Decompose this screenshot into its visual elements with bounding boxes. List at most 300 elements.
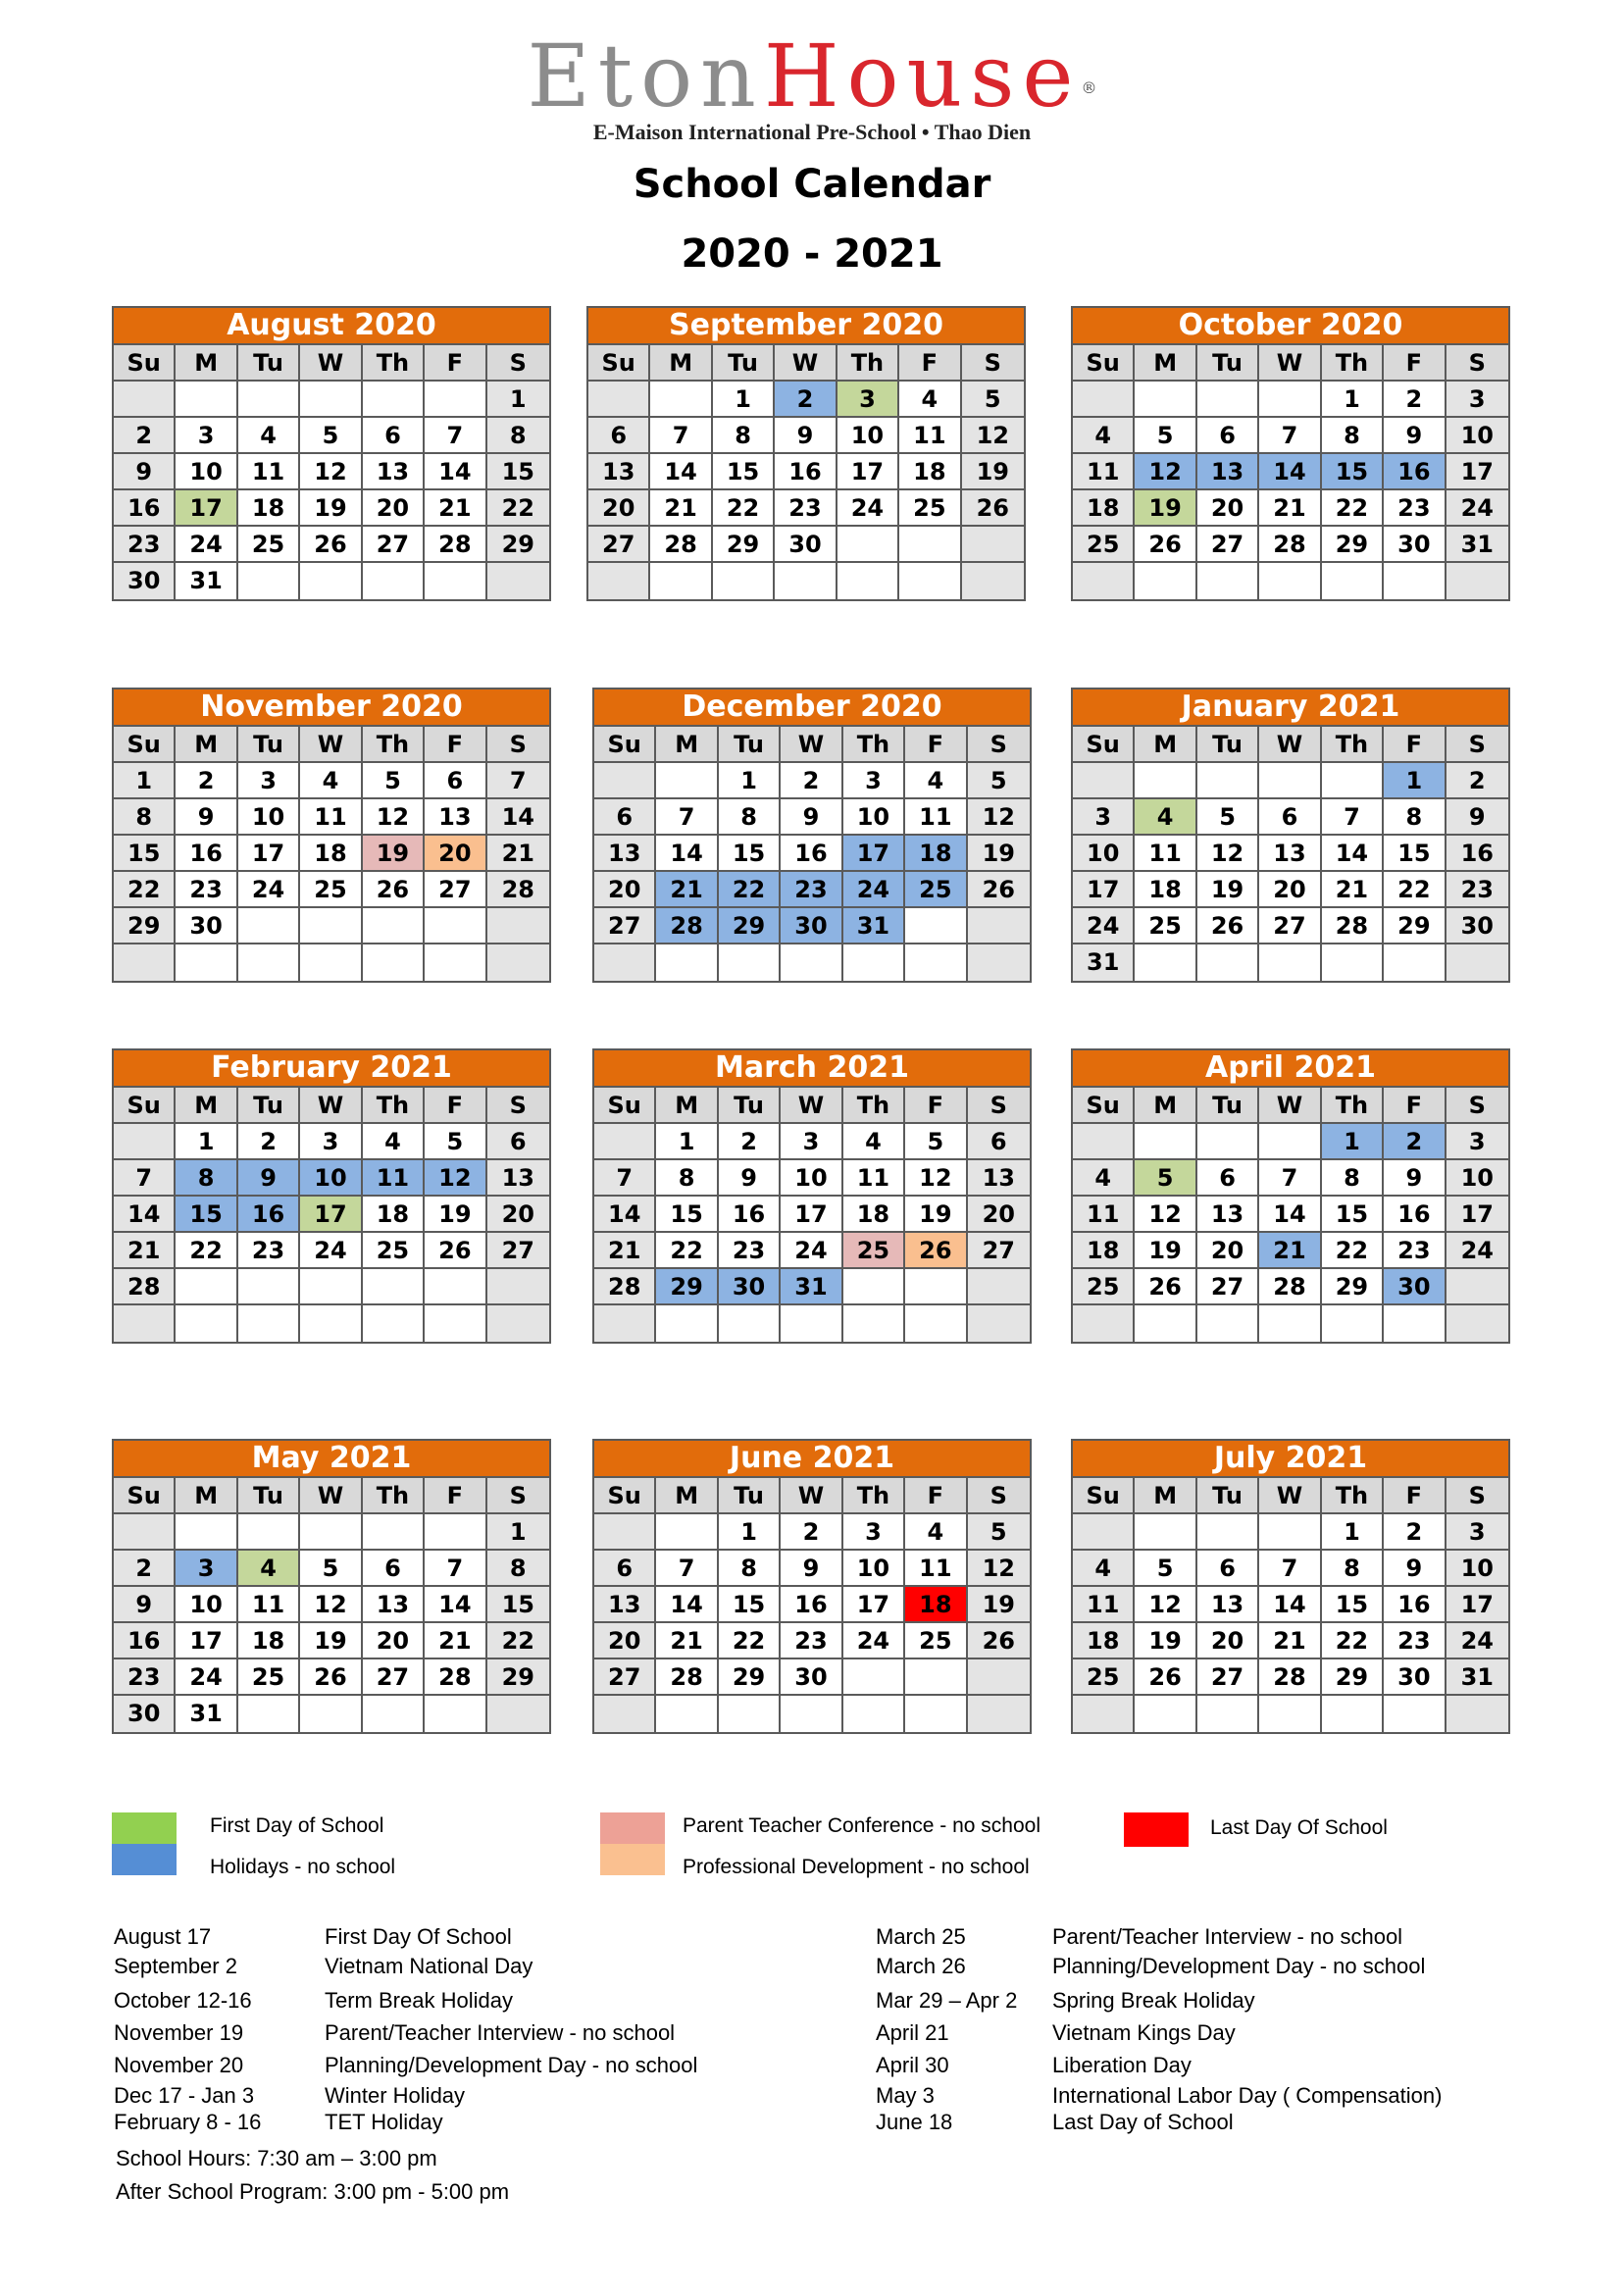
weekday-header: F — [425, 1478, 486, 1514]
event-description: Last Day of School — [1052, 2110, 1234, 2134]
empty-cell — [905, 908, 967, 944]
empty-cell — [300, 563, 362, 599]
day-cell: 16 — [781, 836, 842, 872]
weekday-header: M — [656, 1088, 718, 1124]
event-date: March 26 — [876, 1954, 966, 1978]
month-grid — [1073, 1088, 1508, 1342]
day-cell: 1 — [1322, 382, 1384, 418]
day-cell: 6 — [1197, 418, 1259, 454]
day-cell: 7 — [656, 799, 718, 836]
weekday-header: S — [968, 1478, 1030, 1514]
weekday-header: M — [176, 1088, 237, 1124]
day-cell: 11 — [238, 454, 300, 490]
weekday-header: Th — [1322, 345, 1384, 382]
empty-cell — [1135, 1124, 1196, 1160]
day-cell: 19 — [968, 836, 1030, 872]
day-cell: 7 — [114, 1160, 176, 1197]
empty-cell — [114, 944, 176, 981]
weekday-header: Tu — [238, 1088, 300, 1124]
day-cell: 2 — [114, 418, 176, 454]
day-cell: 9 — [781, 799, 842, 836]
day-cell: 16 — [1384, 1587, 1446, 1623]
month-grid — [594, 727, 1030, 981]
after-school-hours: After School Program: 3:00 pm - 5:00 pm — [116, 2179, 510, 2204]
empty-cell — [1073, 382, 1135, 418]
empty-cell — [1322, 1305, 1384, 1342]
day-cell: 5 — [1135, 1551, 1196, 1587]
weekday-header: Th — [843, 727, 905, 763]
weekday-header: Tu — [719, 1478, 781, 1514]
event-date: October 12-16 — [114, 1988, 252, 2013]
weekday-header: Tu — [238, 345, 300, 382]
empty-cell — [968, 1659, 1030, 1696]
empty-cell — [1197, 382, 1259, 418]
day-cell: 6 — [1197, 1551, 1259, 1587]
day-cell: 31 — [1446, 1659, 1508, 1696]
day-cell: 13 — [363, 1587, 425, 1623]
day-cell: 13 — [1197, 454, 1259, 490]
empty-cell — [962, 563, 1024, 599]
day-cell: 24 — [1446, 1233, 1508, 1269]
day-cell: 7 — [425, 418, 486, 454]
day-cell: 21 — [425, 490, 486, 527]
day-cell: 28 — [594, 1269, 656, 1305]
weekday-header: Su — [1073, 345, 1135, 382]
day-cell: 12 — [968, 1551, 1030, 1587]
day-cell: 11 — [300, 799, 362, 836]
day-cell: 2 — [719, 1124, 781, 1160]
weekday-header: S — [1446, 1088, 1508, 1124]
event-date: November 19 — [114, 2020, 244, 2045]
day-cell: 9 — [719, 1160, 781, 1197]
day-cell: 23 — [238, 1233, 300, 1269]
month-calendar — [1071, 306, 1510, 601]
day-cell: 31 — [176, 1696, 237, 1732]
weekday-header: F — [425, 345, 486, 382]
empty-cell — [363, 382, 425, 418]
day-cell: 6 — [968, 1124, 1030, 1160]
day-cell: 5 — [905, 1124, 967, 1160]
day-cell: 4 — [905, 1514, 967, 1551]
empty-cell — [114, 382, 176, 418]
day-cell: 22 — [1322, 1233, 1384, 1269]
empty-cell — [594, 763, 656, 799]
day-cell: 5 — [968, 763, 1030, 799]
day-cell: 26 — [1135, 1659, 1196, 1696]
empty-cell — [1259, 1305, 1321, 1342]
day-cell: 26 — [968, 1623, 1030, 1659]
day-cell: 21 — [656, 872, 718, 908]
empty-cell — [1446, 1305, 1508, 1342]
empty-cell — [425, 1696, 486, 1732]
empty-cell — [300, 1269, 362, 1305]
day-cell: 20 — [1197, 490, 1259, 527]
empty-cell — [588, 382, 650, 418]
day-cell: 3 — [176, 1551, 237, 1587]
event-description: International Labor Day ( Compensation) — [1052, 2083, 1443, 2108]
day-cell: 30 — [1446, 908, 1508, 944]
day-cell: 12 — [363, 799, 425, 836]
day-cell: 15 — [114, 836, 176, 872]
day-cell: 7 — [650, 418, 712, 454]
event-date: November 20 — [114, 2053, 244, 2077]
day-cell: 15 — [1384, 836, 1446, 872]
day-cell: 17 — [843, 836, 905, 872]
day-cell: 25 — [238, 527, 300, 563]
empty-cell — [1197, 763, 1259, 799]
legend-swatch-first-day — [112, 1812, 177, 1844]
day-cell: 27 — [1197, 1269, 1259, 1305]
day-cell: 4 — [300, 763, 362, 799]
empty-cell — [594, 944, 656, 981]
empty-cell — [1135, 944, 1196, 981]
weekday-header: W — [781, 1478, 842, 1514]
day-cell: 27 — [1259, 908, 1321, 944]
weekday-header: W — [781, 727, 842, 763]
day-cell: 6 — [487, 1124, 549, 1160]
empty-cell — [713, 563, 775, 599]
day-cell: 4 — [238, 1551, 300, 1587]
month-title: February 2021 — [114, 1050, 549, 1088]
weekday-header: Su — [594, 1088, 656, 1124]
day-cell: 15 — [487, 454, 549, 490]
day-cell: 24 — [837, 490, 899, 527]
month-grid — [114, 1478, 549, 1732]
day-cell: 30 — [1384, 1269, 1446, 1305]
empty-cell — [1322, 944, 1384, 981]
month-grid — [1073, 345, 1508, 599]
event-date: May 3 — [876, 2083, 935, 2108]
day-cell: 8 — [1322, 418, 1384, 454]
day-cell: 13 — [363, 454, 425, 490]
weekday-header: F — [1384, 345, 1446, 382]
day-cell: 30 — [1384, 527, 1446, 563]
weekday-header: Tu — [1197, 345, 1259, 382]
empty-cell — [837, 527, 899, 563]
day-cell: 20 — [588, 490, 650, 527]
day-cell: 19 — [363, 836, 425, 872]
empty-cell — [719, 1305, 781, 1342]
day-cell: 6 — [594, 1551, 656, 1587]
day-cell: 30 — [1384, 1659, 1446, 1696]
day-cell: 4 — [1135, 799, 1196, 836]
day-cell: 30 — [114, 563, 176, 599]
day-cell: 29 — [1322, 1659, 1384, 1696]
event-date: April 21 — [876, 2020, 949, 2045]
day-cell: 13 — [1259, 836, 1321, 872]
day-cell: 28 — [1259, 527, 1321, 563]
month-grid — [114, 727, 549, 981]
month-calendar — [592, 1439, 1032, 1734]
day-cell: 31 — [176, 563, 237, 599]
day-cell: 17 — [837, 454, 899, 490]
day-cell: 21 — [425, 1623, 486, 1659]
day-cell: 19 — [1135, 1623, 1196, 1659]
day-cell: 15 — [1322, 454, 1384, 490]
event-description: Planning/Development Day - no school — [325, 2053, 698, 2077]
day-cell: 31 — [1446, 527, 1508, 563]
event-description: Vietnam National Day — [325, 1954, 533, 1978]
day-cell: 9 — [1446, 799, 1508, 836]
event-description: Term Break Holiday — [325, 1988, 513, 2013]
day-cell: 16 — [114, 1623, 176, 1659]
day-cell: 11 — [905, 1551, 967, 1587]
empty-cell — [176, 1269, 237, 1305]
weekday-header: Th — [843, 1478, 905, 1514]
day-cell: 26 — [962, 490, 1024, 527]
day-cell: 15 — [487, 1587, 549, 1623]
day-cell: 15 — [176, 1197, 237, 1233]
legend-label-holidays: Holidays - no school — [210, 1856, 396, 1878]
empty-cell — [1135, 382, 1196, 418]
day-cell: 24 — [238, 872, 300, 908]
month-calendar — [1071, 1048, 1510, 1344]
day-cell: 23 — [176, 872, 237, 908]
day-cell: 23 — [114, 1659, 176, 1696]
day-cell: 5 — [968, 1514, 1030, 1551]
empty-cell — [1197, 1124, 1259, 1160]
event-description: Vietnam Kings Day — [1052, 2020, 1236, 2045]
event-description: Planning/Development Day - no school — [1052, 1954, 1426, 1978]
day-cell: 2 — [1384, 382, 1446, 418]
event-description: Parent/Teacher Interview - no school — [1052, 1924, 1403, 1949]
day-cell: 3 — [238, 763, 300, 799]
weekday-header: M — [1135, 345, 1196, 382]
day-cell: 21 — [1259, 490, 1321, 527]
day-cell: 17 — [1446, 1587, 1508, 1623]
day-cell: 27 — [487, 1233, 549, 1269]
empty-cell — [837, 563, 899, 599]
day-cell: 4 — [238, 418, 300, 454]
empty-cell — [781, 944, 842, 981]
weekday-header: F — [425, 1088, 486, 1124]
day-cell: 18 — [1073, 490, 1135, 527]
month-grid — [588, 345, 1024, 599]
weekday-header: S — [1446, 345, 1508, 382]
day-cell: 19 — [962, 454, 1024, 490]
day-cell: 21 — [1322, 872, 1384, 908]
day-cell: 25 — [1073, 527, 1135, 563]
weekday-header: Tu — [1197, 1478, 1259, 1514]
day-cell: 21 — [650, 490, 712, 527]
day-cell: 6 — [363, 418, 425, 454]
month-calendar — [112, 1048, 551, 1344]
event-description: Winter Holiday — [325, 2083, 466, 2108]
day-cell: 11 — [1073, 1587, 1135, 1623]
empty-cell — [843, 944, 905, 981]
day-cell: 7 — [487, 763, 549, 799]
empty-cell — [1197, 563, 1259, 599]
weekday-header: Tu — [1197, 1088, 1259, 1124]
day-cell: 31 — [1073, 944, 1135, 981]
weekday-header: Th — [1322, 1088, 1384, 1124]
day-cell: 1 — [1322, 1514, 1384, 1551]
day-cell: 18 — [905, 836, 967, 872]
empty-cell — [656, 1305, 718, 1342]
weekday-header: Tu — [238, 727, 300, 763]
day-cell: 20 — [1197, 1233, 1259, 1269]
day-cell: 25 — [1135, 908, 1196, 944]
event-description: Spring Break Holiday — [1052, 1988, 1255, 2013]
day-cell: 23 — [781, 872, 842, 908]
school-logo — [0, 26, 1624, 145]
month-title: October 2020 — [1073, 308, 1508, 345]
day-cell: 9 — [114, 1587, 176, 1623]
day-cell: 25 — [1073, 1269, 1135, 1305]
day-cell: 18 — [238, 1623, 300, 1659]
day-cell: 3 — [843, 763, 905, 799]
day-cell: 12 — [1135, 454, 1196, 490]
day-cell: 23 — [1446, 872, 1508, 908]
day-cell: 26 — [300, 527, 362, 563]
day-cell: 12 — [1135, 1587, 1196, 1623]
weekday-header: Su — [114, 727, 176, 763]
day-cell: 2 — [1446, 763, 1508, 799]
logo-subtitle: E-Maison International Pre-School • Thao Dien — [592, 120, 1032, 144]
day-cell: 23 — [781, 1623, 842, 1659]
weekday-header: Tu — [719, 727, 781, 763]
day-cell: 6 — [425, 763, 486, 799]
day-cell: 24 — [1446, 490, 1508, 527]
day-cell: 27 — [1197, 1659, 1259, 1696]
month-calendar — [112, 306, 551, 601]
weekday-header: Su — [594, 1478, 656, 1514]
empty-cell — [176, 382, 237, 418]
day-cell: 16 — [781, 1587, 842, 1623]
day-cell: 3 — [781, 1124, 842, 1160]
day-cell: 5 — [300, 1551, 362, 1587]
legend — [0, 1812, 1624, 1881]
month-grid — [594, 1088, 1030, 1342]
empty-cell — [1259, 763, 1321, 799]
day-cell: 26 — [363, 872, 425, 908]
weekday-header: Th — [1322, 727, 1384, 763]
weekday-header: S — [487, 345, 549, 382]
day-cell: 31 — [781, 1269, 842, 1305]
empty-cell — [905, 1305, 967, 1342]
day-cell: 1 — [719, 1514, 781, 1551]
empty-cell — [425, 944, 486, 981]
empty-cell — [425, 563, 486, 599]
day-cell: 5 — [363, 763, 425, 799]
empty-cell — [968, 1696, 1030, 1732]
events-list-left — [114, 1924, 800, 2140]
day-cell: 14 — [114, 1197, 176, 1233]
legend-swatch-parent-teacher — [600, 1812, 665, 1844]
day-cell: 27 — [363, 1659, 425, 1696]
empty-cell — [363, 1305, 425, 1342]
day-cell: 23 — [719, 1233, 781, 1269]
day-cell: 3 — [1073, 799, 1135, 836]
day-cell: 12 — [905, 1160, 967, 1197]
empty-cell — [962, 527, 1024, 563]
day-cell: 14 — [1322, 836, 1384, 872]
day-cell: 13 — [968, 1160, 1030, 1197]
weekday-header: F — [1384, 1088, 1446, 1124]
day-cell: 13 — [588, 454, 650, 490]
empty-cell — [363, 908, 425, 944]
day-cell: 29 — [719, 908, 781, 944]
day-cell: 27 — [1197, 527, 1259, 563]
day-cell: 16 — [1446, 836, 1508, 872]
day-cell: 25 — [905, 1623, 967, 1659]
day-cell: 29 — [656, 1269, 718, 1305]
empty-cell — [1259, 1124, 1321, 1160]
empty-cell — [656, 763, 718, 799]
day-cell: 15 — [719, 1587, 781, 1623]
day-cell: 23 — [775, 490, 837, 527]
month-title: April 2021 — [1073, 1050, 1508, 1088]
weekday-header: Th — [363, 727, 425, 763]
day-cell: 26 — [425, 1233, 486, 1269]
day-cell: 16 — [1384, 454, 1446, 490]
month-title: July 2021 — [1073, 1441, 1508, 1478]
weekday-header: F — [905, 1088, 967, 1124]
event-description: First Day Of School — [325, 1924, 512, 1949]
day-cell: 26 — [1135, 527, 1196, 563]
day-cell: 9 — [238, 1160, 300, 1197]
day-cell: 17 — [1446, 454, 1508, 490]
legend-swatch-professional-dev — [600, 1844, 665, 1875]
day-cell: 25 — [1073, 1659, 1135, 1696]
day-cell: 10 — [1073, 836, 1135, 872]
day-cell: 20 — [594, 1623, 656, 1659]
empty-cell — [1073, 1696, 1135, 1732]
empty-cell — [905, 944, 967, 981]
day-cell: 9 — [176, 799, 237, 836]
weekday-header: W — [300, 727, 362, 763]
day-cell: 21 — [1259, 1623, 1321, 1659]
day-cell: 25 — [905, 872, 967, 908]
day-cell: 8 — [713, 418, 775, 454]
day-cell: 18 — [843, 1197, 905, 1233]
day-cell: 16 — [238, 1197, 300, 1233]
day-cell: 24 — [843, 1623, 905, 1659]
day-cell: 11 — [1073, 454, 1135, 490]
day-cell: 18 — [363, 1197, 425, 1233]
event-description: TET Holiday — [325, 2110, 443, 2134]
day-cell: 21 — [594, 1233, 656, 1269]
school-hours: School Hours: 7:30 am – 3:00 pm — [116, 2146, 437, 2170]
day-cell: 28 — [1322, 908, 1384, 944]
weekday-header: W — [1259, 1088, 1321, 1124]
day-cell: 29 — [487, 527, 549, 563]
day-cell: 22 — [176, 1233, 237, 1269]
month-calendar — [592, 1048, 1032, 1344]
weekday-header: M — [176, 345, 237, 382]
weekday-header: Su — [114, 1088, 176, 1124]
weekday-header: F — [905, 1478, 967, 1514]
day-cell: 4 — [1073, 1160, 1135, 1197]
day-cell: 16 — [176, 836, 237, 872]
day-cell: 22 — [719, 872, 781, 908]
day-cell: 7 — [1259, 1160, 1321, 1197]
day-cell: 1 — [719, 763, 781, 799]
day-cell: 20 — [1197, 1623, 1259, 1659]
day-cell: 11 — [905, 799, 967, 836]
day-cell: 8 — [487, 1551, 549, 1587]
day-cell: 14 — [1259, 1197, 1321, 1233]
day-cell: 30 — [114, 1696, 176, 1732]
day-cell: 24 — [1073, 908, 1135, 944]
day-cell: 5 — [1135, 418, 1196, 454]
weekday-header: Su — [594, 727, 656, 763]
empty-cell — [588, 563, 650, 599]
weekday-header: Th — [363, 1088, 425, 1124]
empty-cell — [1322, 563, 1384, 599]
day-cell: 1 — [487, 382, 549, 418]
weekday-header: W — [775, 345, 837, 382]
